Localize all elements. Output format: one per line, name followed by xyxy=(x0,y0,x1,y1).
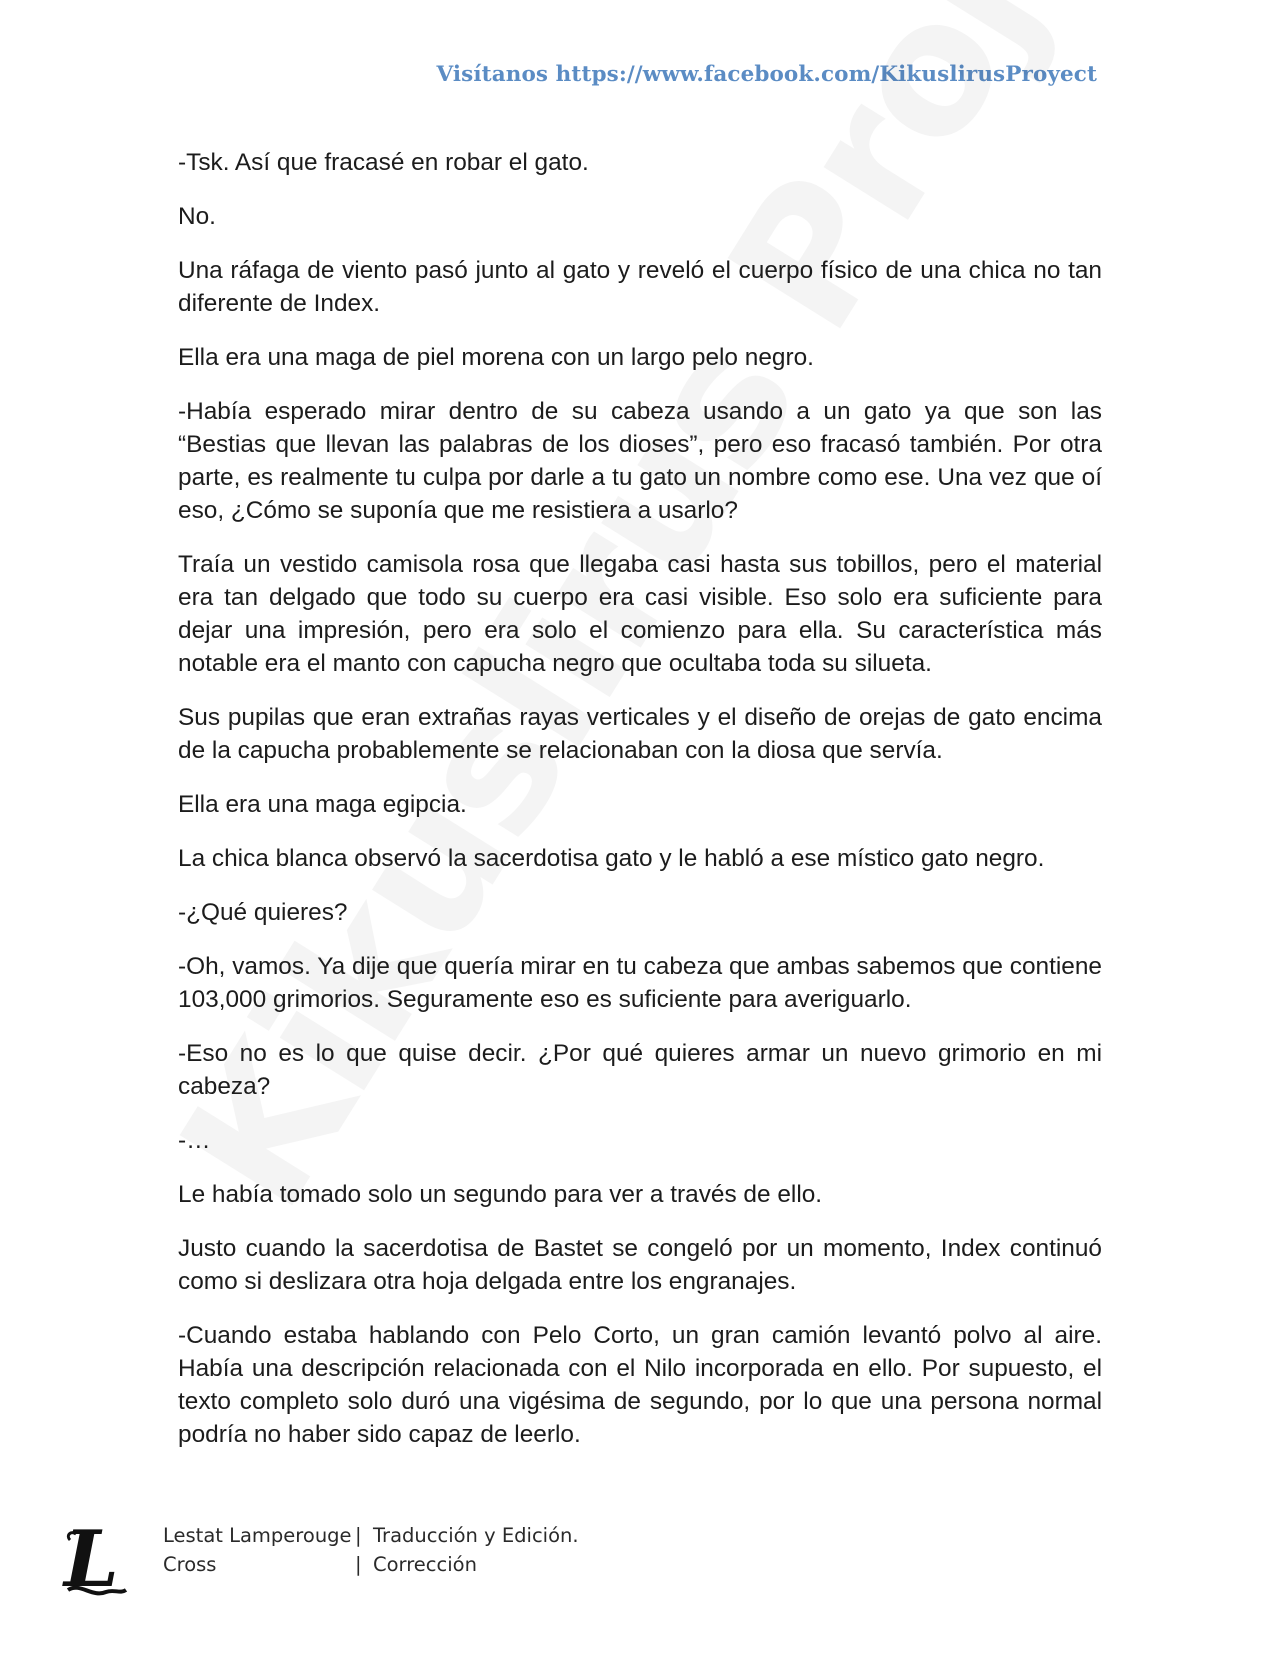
paragraph: -Oh, vamos. Ya dije que quería mirar en tu cabeza que ambas sabemos que contiene 103,000 grimorios. Seguramente eso es suficiente para averiguarlo. xyxy=(178,953,1102,1013)
credit-name: Lestat Lamperouge xyxy=(163,1524,352,1547)
credit-name: Cross xyxy=(163,1553,217,1576)
credit-role: Traducción y Edición. xyxy=(373,1524,579,1547)
paragraph: Ella era una maga egipcia. xyxy=(178,791,467,818)
paragraph: Le había tomado solo un segundo para ver a través de ello. xyxy=(178,1181,823,1208)
paragraph: Traía un vestido camisola rosa que llegaba casi hasta sus tobillos, pero el material era tan delgado que todo su cuerpo era casi visible. Eso solo era suficiente para dejar una impresión, pero era solo el comienzo para ella. Su característica más notable era el manto con capucha negro que ocultaba toda su silueta. xyxy=(178,551,1102,677)
paragraph: Sus pupilas que eran extrañas rayas verticales y el diseño de orejas de gato encima de la capucha probablemente se relacionaban con la diosa que servía. xyxy=(178,704,1102,764)
credit-role: Corrección xyxy=(373,1553,477,1576)
paragraph: Justo cuando la sacerdotisa de Bastet se congeló por un momento, Index continuó como si deslizara otra hoja delgada entre los engranajes. xyxy=(178,1235,1102,1295)
paragraph: La chica blanca observó la sacerdotisa gato y le habló a ese místico gato negro. xyxy=(178,845,1045,872)
credit-row xyxy=(163,1550,579,1579)
svg-text:L: L xyxy=(64,1520,119,1602)
paragraph: Una ráfaga de viento pasó junto al gato y reveló el cuerpo físico de una chica no tan diferente de Index. xyxy=(178,257,1102,317)
footer-credits xyxy=(163,1521,579,1579)
paragraph: -Tsk. Así que fracasé en robar el gato. xyxy=(178,149,589,176)
credit-separator: | xyxy=(355,1553,362,1576)
paragraph: -Cuando estaba hablando con Pelo Corto, un gran camión levantó polvo al aire. Había una descripción relacionada con el Nilo incorporada en ello. Por supuesto, el texto completo solo duró una vigésima de segundo, por lo que una persona normal podría no haber sido capaz de leerlo. xyxy=(178,1322,1102,1448)
paragraph: Ella era una maga de piel morena con un largo pelo negro. xyxy=(178,344,814,371)
paragraph: -Eso no es lo que quise decir. ¿Por qué quieres armar un nuevo grimorio en mi cabeza? xyxy=(178,1040,1102,1100)
paragraph: -¿Qué quieres? xyxy=(178,899,348,926)
paragraph: -Había esperado mirar dentro de su cabeza usando a un gato ya que son las “Bestias que llevan las palabras de los dioses”, pero eso fracasó también. Por otra parte, es realmente tu culpa por darle a tu gato un nombre como ese. Una vez que oí eso, ¿Cómo se suponía que me resistiera a usarlo? xyxy=(178,398,1102,524)
credit-separator: | xyxy=(355,1524,362,1547)
paragraph: No. xyxy=(178,203,216,230)
document-body xyxy=(178,146,1102,1472)
gothic-l-logo-icon xyxy=(62,1520,130,1602)
credit-row xyxy=(163,1521,579,1550)
paragraph: -… xyxy=(178,1127,211,1154)
header-facebook-link[interactable]: Visítanos https://www.facebook.com/KikuslirusProyect xyxy=(436,62,1097,87)
